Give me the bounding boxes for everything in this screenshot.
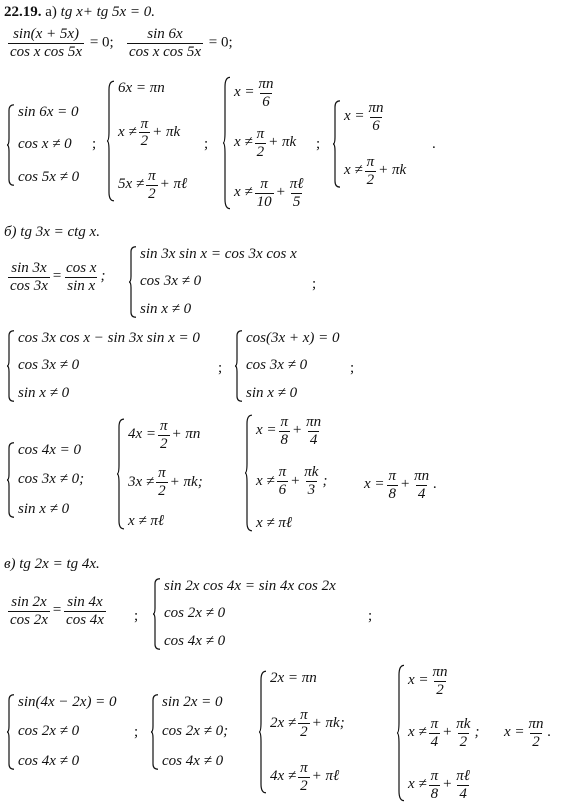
b-fraction-line: $\frac{\sin 3x}{\cos 3x}$ = $\frac{\text{cos x}}{\text{sin x}}$ ; [10, 260, 106, 294]
fraction: $\frac{\sin 3x}{\cos 3x}$ [10, 260, 48, 294]
system-c5: x = $\frac{\pi n}{2}$ x ≠ $\frac{\pi}{4}$ + $\frac{\pi k}{2}$ ; x ≠ $\frac{\pi}{8}$ + $\frac{\text{πℓ}}{4}$ [396, 664, 479, 802]
part-b-heading: б) tg 3x = ctg x. [4, 224, 100, 240]
brace-icon [396, 664, 405, 802]
part-c-heading: в) tg 2x = tg 4x. [4, 556, 100, 572]
system-a4: x = $\frac{\pi n}{6}$ x ≠ $\frac{\pi}{2}$ + πk [332, 100, 406, 188]
system-b3: cos(3x + x) = 0 cos 3x ≠ 0 sin x ≠ 0 [234, 330, 340, 402]
problem-heading: 22.19. а) tg x+ tg 5x = 0. [4, 4, 156, 20]
a-fraction-line: $\frac{\sin(x + 5x)}{\text{cos x cos 5x}}$ = 0; $\frac{\sin 6x}{\text{cos x cos 5x}}$ = 0; [10, 26, 233, 60]
brace-icon [6, 330, 15, 402]
brace-icon [6, 104, 15, 186]
system-b4: cos 4x = 0 cos 3x ≠ 0; sin x ≠ 0 [6, 442, 84, 518]
system-b2: cos 3x cos x − sin 3x sin x = 0 cos 3x ≠ 0 sin x ≠ 0 [6, 330, 200, 402]
c-answer: x = $\frac{\pi n}{2}$ . [504, 716, 552, 750]
brace-icon [152, 578, 161, 650]
brace-icon [128, 246, 137, 318]
brace-icon [6, 694, 15, 770]
system-b5: 4x = $\frac{\pi}{2}$ + πn 3x ≠ $\frac{\pi}{2}$ + πk; x ≠ πℓ [116, 418, 203, 530]
c-fraction-line: $\frac{\sin 2x}{\cos 2x}$ = $\frac{\sin 4x}{\cos 4x}$ [10, 594, 104, 628]
brace-icon [258, 670, 267, 794]
system-a2: 6x = πn x ≠ $\frac{\pi}{2}$ + πk 5x ≠ $\frac{\pi}{2}$ + πℓ [106, 80, 187, 202]
brace-icon [6, 442, 15, 518]
fraction: $\frac{\text{cos x}}{\text{sin x}}$ [66, 260, 97, 294]
system-c4: 2x = πn 2x ≠ $\frac{\pi}{2}$ + πk; 4x ≠ $\frac{\pi}{2}$ + πℓ [258, 670, 345, 794]
system-c2: sin(4x − 2x) = 0 cos 2x ≠ 0 cos 4x ≠ 0 [6, 694, 117, 770]
fraction: $\frac{\sin 6x}{\text{cos x cos 5x}}$ [128, 26, 202, 60]
fraction: $\frac{\sin(x + 5x)}{\text{cos x cos 5x}}$ [10, 26, 83, 60]
brace-icon [106, 80, 115, 202]
system-c3: sin 2x = 0 cos 2x ≠ 0; cos 4x ≠ 0 [150, 694, 228, 770]
brace-icon [116, 418, 125, 530]
brace-icon [150, 694, 159, 770]
system-b1: sin 3x sin x = cos 3x cos x cos 3x ≠ 0 sin x ≠ 0 [128, 246, 297, 318]
fraction: $\frac{\sin 4x}{\cos 4x}$ [66, 594, 104, 628]
system-a1: sin 6x = 0 cos x ≠ 0 cos 5x ≠ 0 [6, 104, 79, 186]
brace-icon [222, 76, 231, 210]
system-a3: x = $\frac{\pi n}{6}$ x ≠ $\frac{\pi}{2}$ + πk x ≠ $\frac{\pi}{10}$ + $\frac{\text{πℓ}}{5}$ [222, 76, 308, 210]
b-answer: x = $\frac{\pi}{8}$ + $\frac{\pi n}{4}$ . [364, 468, 437, 502]
brace-icon [234, 330, 243, 402]
system-c1: sin 2x cos 4x = sin 4x cos 2x cos 2x ≠ 0 cos 4x ≠ 0 [152, 578, 336, 650]
system-b6: x = $\frac{\pi}{8}$ + $\frac{\pi n}{4}$ x ≠ $\frac{\pi}{6}$ + $\frac{\pi k}{3}$ ; x ≠ πℓ [244, 414, 327, 532]
brace-icon [332, 100, 341, 188]
brace-icon [244, 414, 253, 532]
fraction: $\frac{\sin 2x}{\cos 2x}$ [10, 594, 48, 628]
solution-page: 22.19. а) tg x+ tg 5x = 0. $\frac{\sin(x + 5x)}{\text{cos x cos 5x}}$ = 0; $\frac{\sin 6x}{\text{cos x cos 5x}}$ = 0; sin 6x = 0 cos x ≠ 0 cos 5x ≠ 0 ; 6x = πn x ≠ $\frac{\pi}{2}$ + πk 5x ≠ $\frac{\pi}{2}$ + πℓ ; x = $\frac{\pi n}{6}$ x ≠ $\frac{\pi}{2}$ + πk x ≠ $\frac{\pi}{10}$ + $\frac{\text{πℓ}}{5}$ ; x = $\frac{\pi n}{6}$ x ≠ $\frac{\pi}{2}$ + πk . б) tg 3x = ctg x. $\frac{\sin 3x}{\cos 3x}$ = $\frac{\text{cos x}}{\text{sin x}}$ ; sin 3x sin x = cos 3x cos x cos 3x ≠ 0 sin x ≠ 0 ; cos 3x cos x − sin 3x sin x = 0 cos 3x ≠ 0 sin x ≠ 0 ; cos(3x + x) = 0 cos 3x ≠ 0 sin x ≠ 0 ; cos 4x = 0 cos 3x ≠ 0; sin x ≠ 0 4x = $\frac{\pi}{2}$ + πn 3x ≠ $\frac{\pi}{2}$ + πk; x ≠ πℓ x = $\frac{\pi}{8}$ + $\frac{\pi n}{4}$ x ≠ $\frac{\pi}{6}$ + $\frac{\pi k}{3}$ ; x ≠ πℓ x = $\frac{\pi}{8}$ + $\frac{\pi n}{4}$ . в) tg 2x = tg 4x. $\frac{\sin 2x}{\cos 2x}$ = $\frac{\sin 4x}{\cos 4x}$ ; sin 2x cos 4x = sin 4x cos 2x cos 2x ≠ 0 cos 4x ≠ 0 ; sin(4x − 2x) = 0 cos 2x ≠ 0 cos 4x ≠ 0 ; sin 2x = 0 cos 2x ≠ 0; cos 4x ≠ 0 2x = πn 2x ≠ $\frac{\pi}{2}$ + πk; 4x ≠ $\frac{\pi}{2}$ + πℓ x = $\frac{\pi n}{2}$ x ≠ $\frac{\pi}{4}$ + $\frac{\pi k}{2}$ ; x ≠ $\frac{\pi}{8}$ + $\frac{\text{πℓ}}{4}$ x = $\frac{\pi n}{2}$ . [4, 4, 552, 802]
